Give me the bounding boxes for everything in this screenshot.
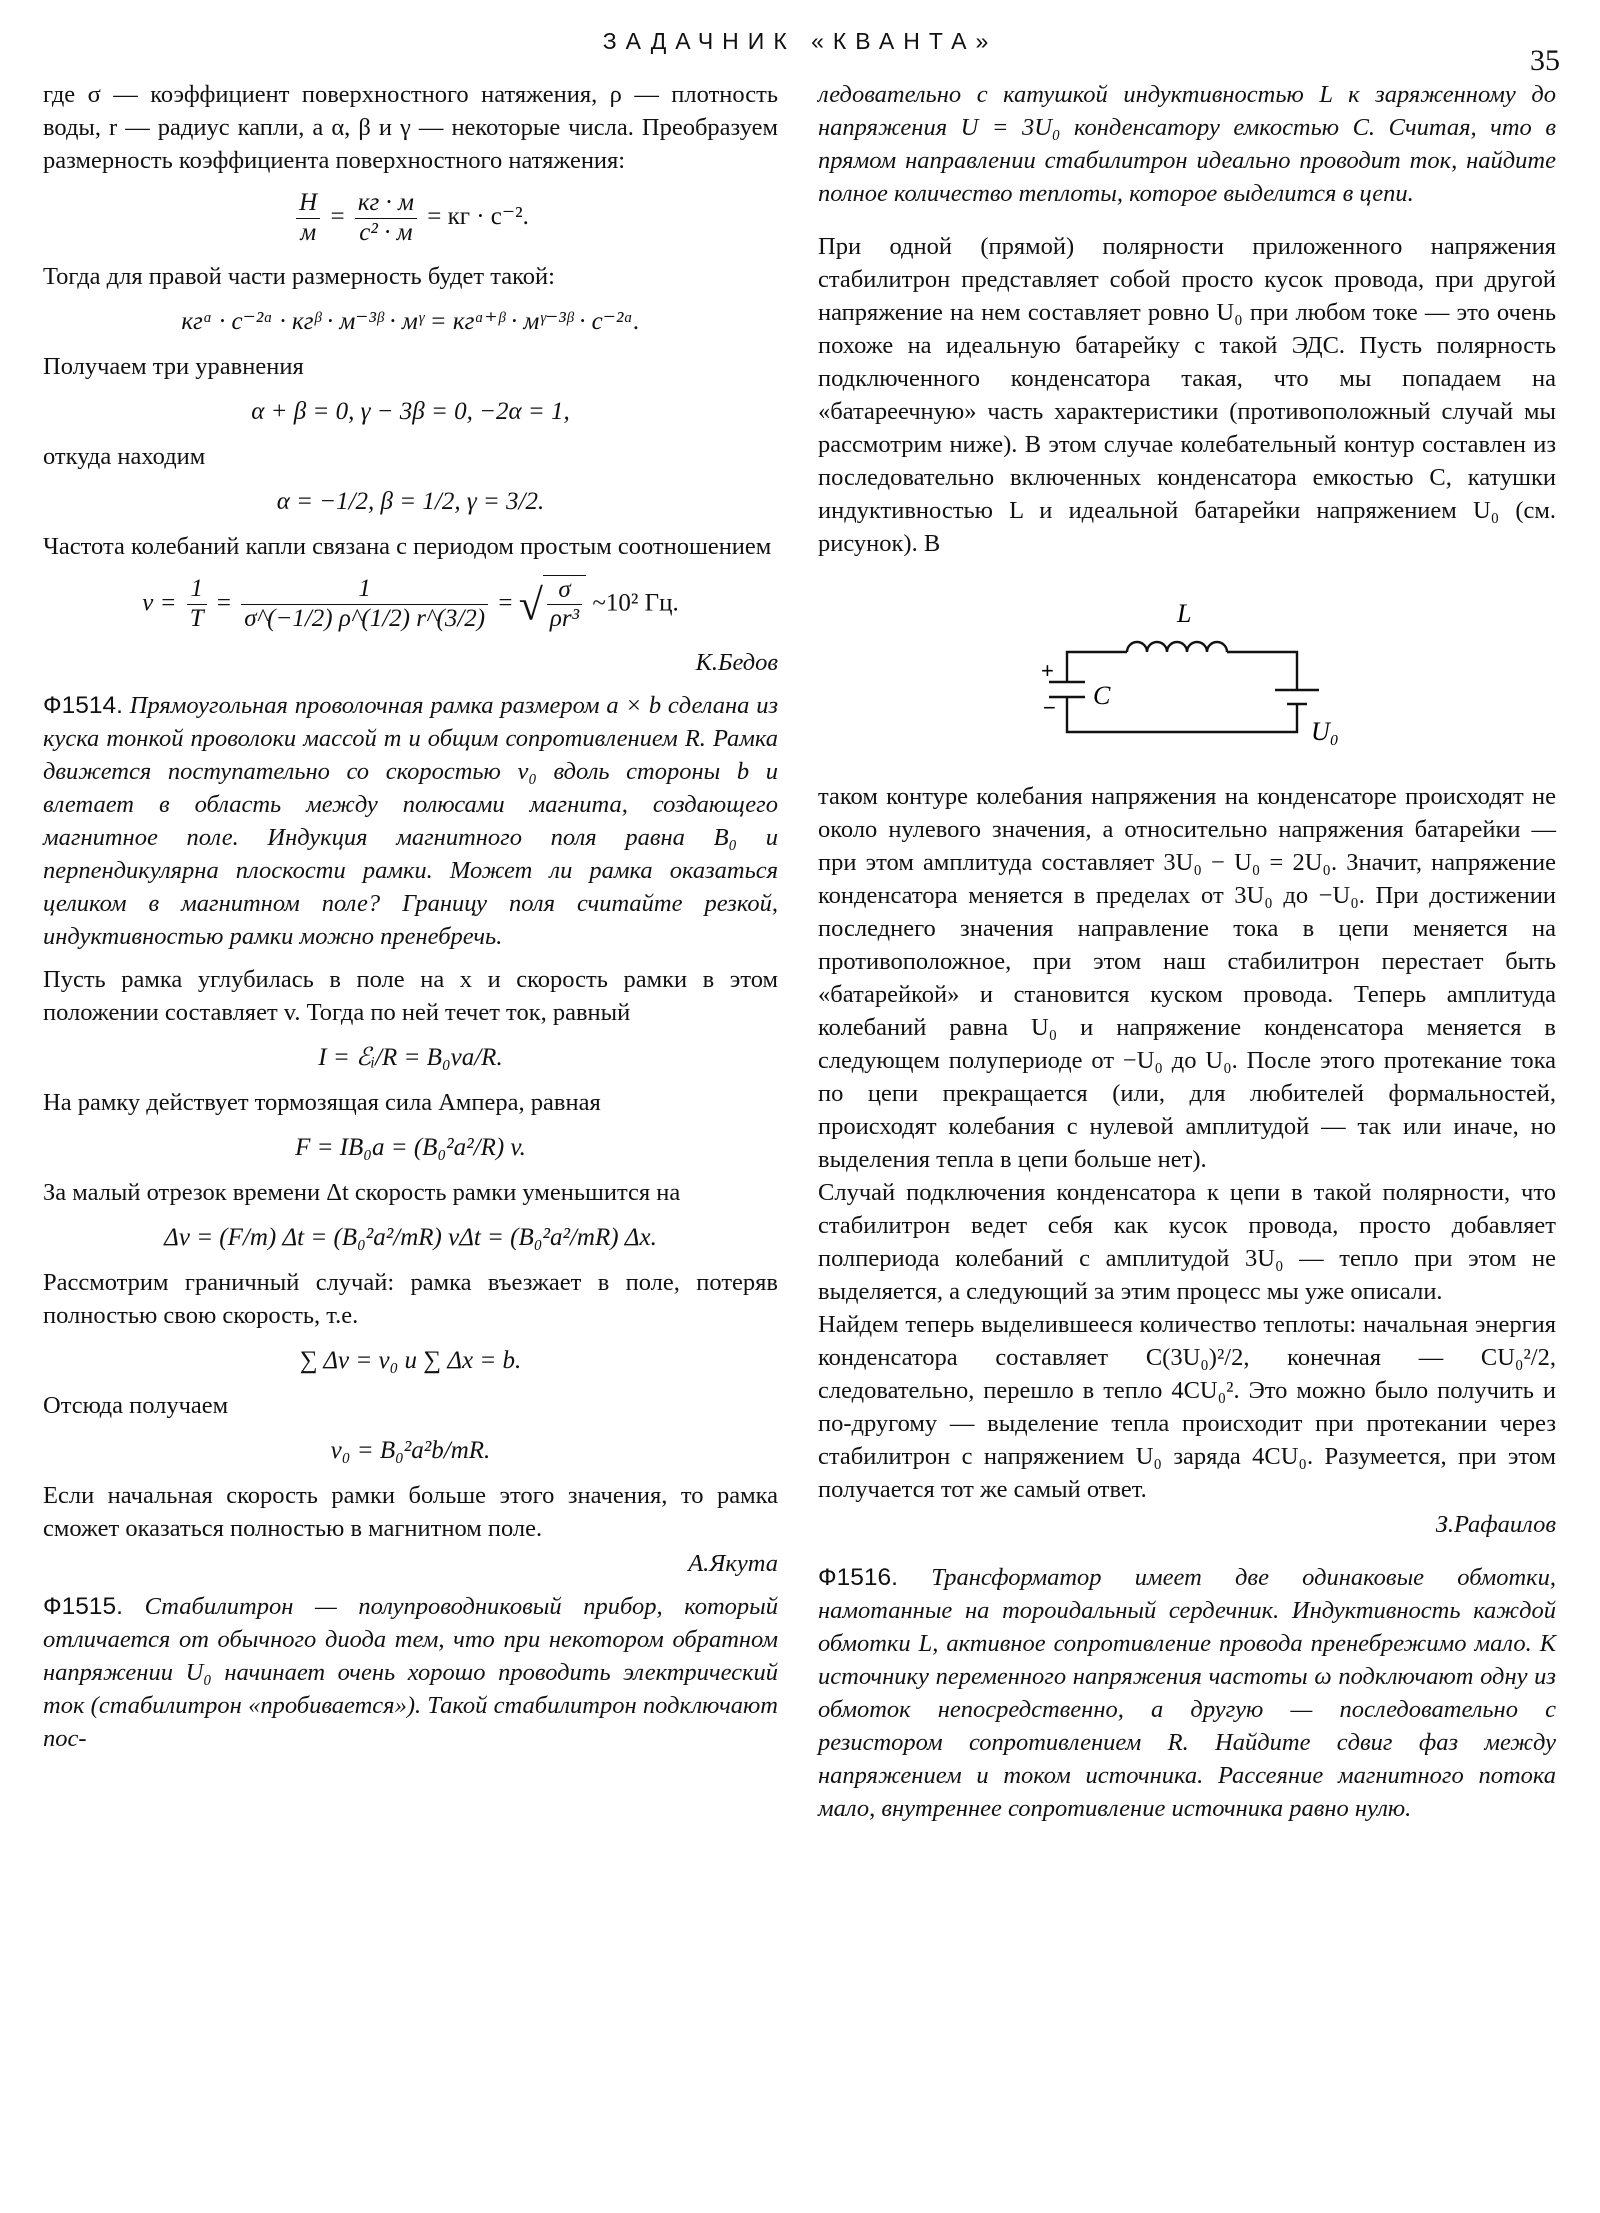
battery-label: U₀ [1311, 717, 1339, 746]
paragraph: где σ — коэффициент поверхностного натяжения, ρ — плотность воды, r — радиус капли, а α, β и γ — некоторые числа. Преобразуем размерность коэффициента поверхностного натяжения: [43, 81, 778, 174]
page-header [0, 28, 1600, 77]
running-head: ЗАДАЧНИК «КВАНТА» [602, 28, 998, 54]
equation: α + β = 0, γ − 3β = 0, −2α = 1, [251, 397, 570, 425]
equation: ∑ Δv = v₀ и ∑ Δx = b. [299, 1347, 522, 1374]
author-signature: А.Якута [688, 1550, 778, 1577]
author-signature: К.Бедов [695, 649, 778, 676]
wire-right-top [1227, 652, 1297, 690]
minus-sign: − [1043, 695, 1056, 720]
paragraph: Тогда для правой части размерность будет такой: [43, 262, 555, 290]
problem-f1514: Ф1514. Прямоугольная проволочная рамка размером a × b сделана из куска тонкой проволоки массой m и общим сопротивлением R. Рамка движется поступательно со скоростью v₀ вдоль стороны b и влетает в область между полюсами магнита, создающего магнитное поле. Индукция магнитного поля равна B₀ и перпендикулярна плоскости рамки. Может ли рамка оказаться целиком в магнитном поле? Границу поля считайте резкой, индуктивностью рамки можно пренебречь. [43, 692, 779, 950]
paragraph: таком контуре колебания напряжения на конденсаторе происходят не около нулевого значения, а относительно напряжения батарейки — при этом амплитуда составляет 3U₀ − U₀ = 2U₀. Значит, напряжение конденсатора меняется в пределах от 3U₀ до −U₀. При достижении последнего значения направление тока в цепи меняется на противоположное, при этом наш стабилитрон перестает быть «батарейкой» и становится куском провода. Теперь амплитуда колебаний равна U₀ и напряжение конденсатора меняется в следующем полупериоде от −U₀ до U₀. После этого протекание тока по цепи прекращается (или, для любителей формальностей, происходят колебания с нулевой амплитудой — так или иначе, но выделения тепла в цепи больше нет). [818, 783, 1556, 1173]
circuit-diagram [1027, 582, 1347, 752]
inductor-coil [1127, 642, 1227, 652]
paragraph: Найдем теперь выделившееся количество теплоты: начальная энергия конденсатора составляет C(3U₀)²/2, конечная — CU₀²/2, следовательно, перешло в тепло 4CU₀². Это можно было получить и по-другому — выделение тепла происходит при протекании через стабилитрон с напряжением U₀ заряда 4CU₀. Разумеется, при этом получается тот же самый ответ. [818, 1311, 1556, 1503]
equation: F = IB₀a = (B₀²a²/R) v. [295, 1134, 526, 1161]
paragraph: За малый отрезок времени Δt скорость рамки уменьшится на [43, 1179, 681, 1206]
problem-f1515-continued: ледовательно с катушкой индуктивностью L к заряженному до напряжения U = 3U₀ конденсатору емкостью C. Считая, что в прямом направлении стабилитрон идеально проводит ток, найдите полное количество теплоты, которое выделится в цепи. [818, 81, 1556, 207]
capacitor-label: C [1093, 681, 1111, 710]
paragraph: Получаем три уравнения [43, 352, 304, 380]
equation: v₀ = B₀²a²b/mR. [330, 1437, 491, 1464]
right-column [818, 78, 1556, 1825]
equation: α = −1/2, β = 1/2, γ = 3/2. [276, 487, 545, 515]
equation: Δv = (F/m) Δt = (B₀²a²/mR) vΔt = (B₀²a²/mR) Δx. [164, 1224, 657, 1251]
paragraph: Частота колебаний капли связана с периодом простым соотношением [43, 532, 772, 560]
problem-f1516: Ф1516. Трансформатор имеет две одинаковые обмотки, намотанные на тороидальный сердечник. Индуктивность каждой обмотки L, активное сопротивление провода пренебрежимо мало. К источнику переменного напряжения частоты ω подключают одну из обмоток непосредственно, а другую — последовательно с резистором сопротивлением R. Найдите сдвиг фаз между напряжением и током источника. Рассеяние магнитного потока мало, внутреннее сопротивление источника равно нулю. [818, 1564, 1557, 1822]
inductor-label: L [1177, 599, 1192, 628]
paragraph: откуда находим [43, 442, 206, 470]
page-number: 35 [1530, 44, 1560, 77]
author-signature: З.Рафаилов [1435, 1511, 1556, 1538]
left-column [43, 78, 778, 1755]
paragraph: Рассмотрим граничный случай: рамка въезжает в поле, потеряв полностью свою скорость, т.е. [43, 1269, 778, 1329]
equation: ν = $\frac{1}{T}$ = $\frac{1}{\sigma\^{}(-1/2) \rho\^{}(1/2) r\^{}(3/2)}$ = √ $\frac{\sigma}{\text{ρr³}}$ ~10² Гц. [142, 575, 679, 633]
equation: $\frac{Н}{м}$ = $\frac{кг \cdot м}{\text{с² · м}}$ = кг · с⁻². [43, 189, 778, 248]
paragraph: При одной (прямой) полярности приложенного напряжения стабилитрон представляет собой просто кусок провода, при другой напряжение на нем составляет ровно U₀ при любом токе — это очень похоже на идеальную батарейку с такой ЭДС. Пусть полярность подключенного конденсатора такая, что мы попадаем на «батареечную» часть характеристики (противоположный случай мы рассмотрим ниже). В этом случае колебательный контур составлен из последовательно включенных конденсатора емкостью C, катушки индуктивностью L и идеальной батарейки напряжением U₀ (см. рисунок). В [818, 233, 1556, 557]
equation: I = ℰᵢ/R = B₀va/R. [318, 1044, 503, 1071]
paragraph: Если начальная скорость рамки больше этого значения, то рамка сможет оказаться полностью в магнитном поле. [43, 1482, 778, 1542]
problem-f1515: Ф1515. Стабилитрон — полупроводниковый прибор, который отличается от обычного диода тем, что при некотором обратном напряжении U₀ начинает очень хорошо проводить электрический ток (стабилитрон «пробивается»). Такой стабилитрон подключают пос- [43, 1593, 779, 1752]
equation: кгᵅ · с⁻²ᵅ · кгᵝ · м⁻³ᵝ · мᵞ = кгᵅ⁺ᵝ · мᵞ⁻³ᵝ · с⁻²ᵅ. [181, 307, 640, 335]
paragraph: Отсюда получаем [43, 1392, 229, 1419]
wire-left-top [1067, 652, 1127, 682]
paragraph: Пусть рамка углубилась в поле на x и скорость рамки в этом положении составляет v. Тогда по ней течет ток, равный [43, 966, 778, 1026]
paragraph: Случай подключения конденсатора к цепи в такой полярности, что стабилитрон ведет себя как кусок провода, просто добавляет полпериода колебаний с амплитудой 3U₀ — тепло при этом не выделяется, а следующий за этим процесс мы уже описали. [818, 1179, 1556, 1305]
paragraph: На рамку действует тормозящая сила Ампера, равная [43, 1089, 601, 1116]
plus-sign: + [1041, 658, 1054, 683]
